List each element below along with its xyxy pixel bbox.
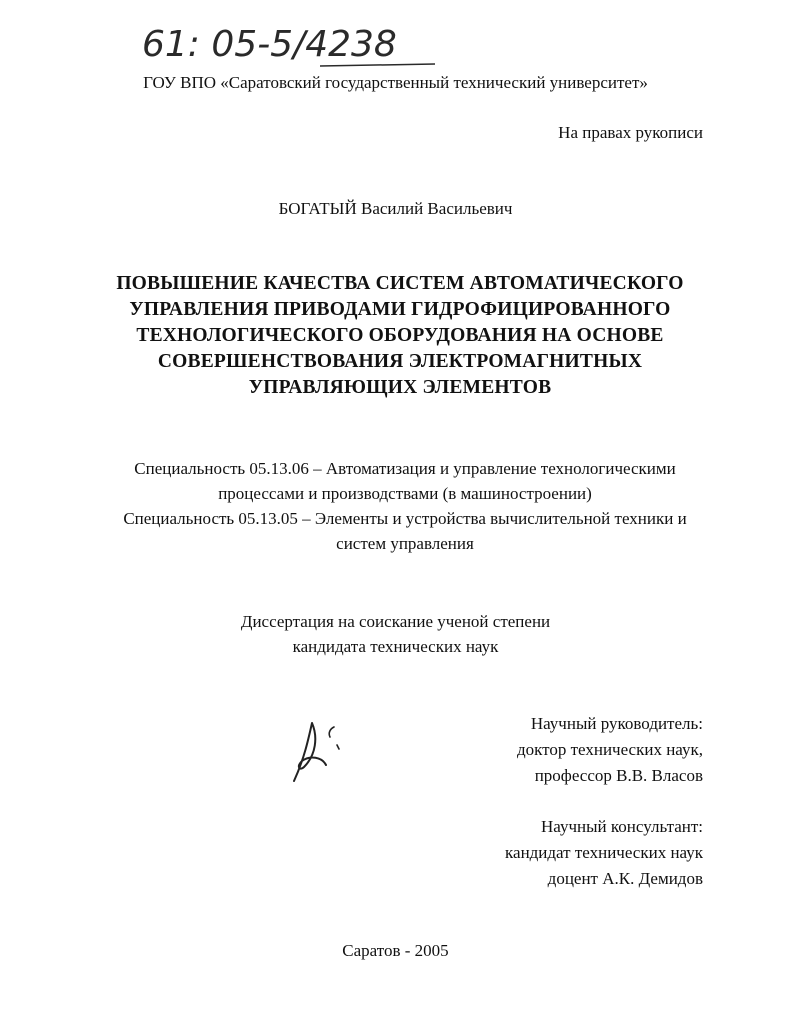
specialty-line: Специальность 05.13.05 – Элементы и устройства вычислительной техники и: [123, 509, 687, 528]
specialty-line: процессами и производствами (в машиностроении): [218, 484, 592, 503]
title-line: УПРАВЛЕНИЯ ПРИВОДАМИ ГИДРОФИЦИРОВАННОГО: [129, 299, 671, 320]
consultant-name: доцент А.К. Демидов: [547, 869, 703, 888]
signature-mark: [282, 715, 362, 787]
supervisor-name: профессор В.В. Власов: [534, 766, 703, 785]
university-name: ГОУ ВПО «Саратовский государственный технический университет»: [143, 73, 648, 92]
handwritten-code-text: 61: 05-5/4238: [142, 24, 397, 65]
specialty-line: Специальность 05.13.06 – Автоматизация и управление технологическими: [134, 459, 676, 478]
author-name: БОГАТЫЙ Василий Васильевич: [278, 199, 513, 218]
city-year: Саратов - 2005: [342, 941, 449, 960]
specialty-line: систем управления: [336, 534, 474, 553]
handwritten-archive-code: [140, 14, 440, 76]
dissertation-title: [95, 271, 705, 401]
degree-line: кандидата технических наук: [292, 637, 499, 656]
title-line: СОВЕРШЕНСТВОВАНИЯ ЭЛЕКТРОМАГНИТНЫХ: [157, 351, 643, 372]
consultant-degree: кандидат технических наук: [505, 843, 703, 862]
supervisor-role: Научный руководитель:: [530, 714, 703, 733]
title-line: ПОВЫШЕНИЕ КАЧЕСТВА СИСТЕМ АВТОМАТИЧЕСКОГО: [116, 273, 684, 294]
specialty-block: [60, 506, 750, 556]
supervisor-degree: доктор технических наук,: [516, 740, 703, 759]
specialty-block: [60, 456, 750, 506]
manuscript-note: На правах рукописи: [558, 123, 703, 142]
supervisor-block: [517, 711, 703, 789]
title-line: ТЕХНОЛОГИЧЕСКОГО ОБОРУДОВАНИЯ НА ОСНОВЕ: [136, 325, 664, 346]
consultant-block: [505, 814, 703, 892]
degree-line: Диссертация на соискание ученой степени: [240, 612, 551, 631]
degree-statement: [0, 609, 791, 659]
consultant-role: Научный консультант:: [541, 817, 703, 836]
title-line: УПРАВЛЯЮЩИХ ЭЛЕМЕНТОВ: [248, 377, 552, 398]
